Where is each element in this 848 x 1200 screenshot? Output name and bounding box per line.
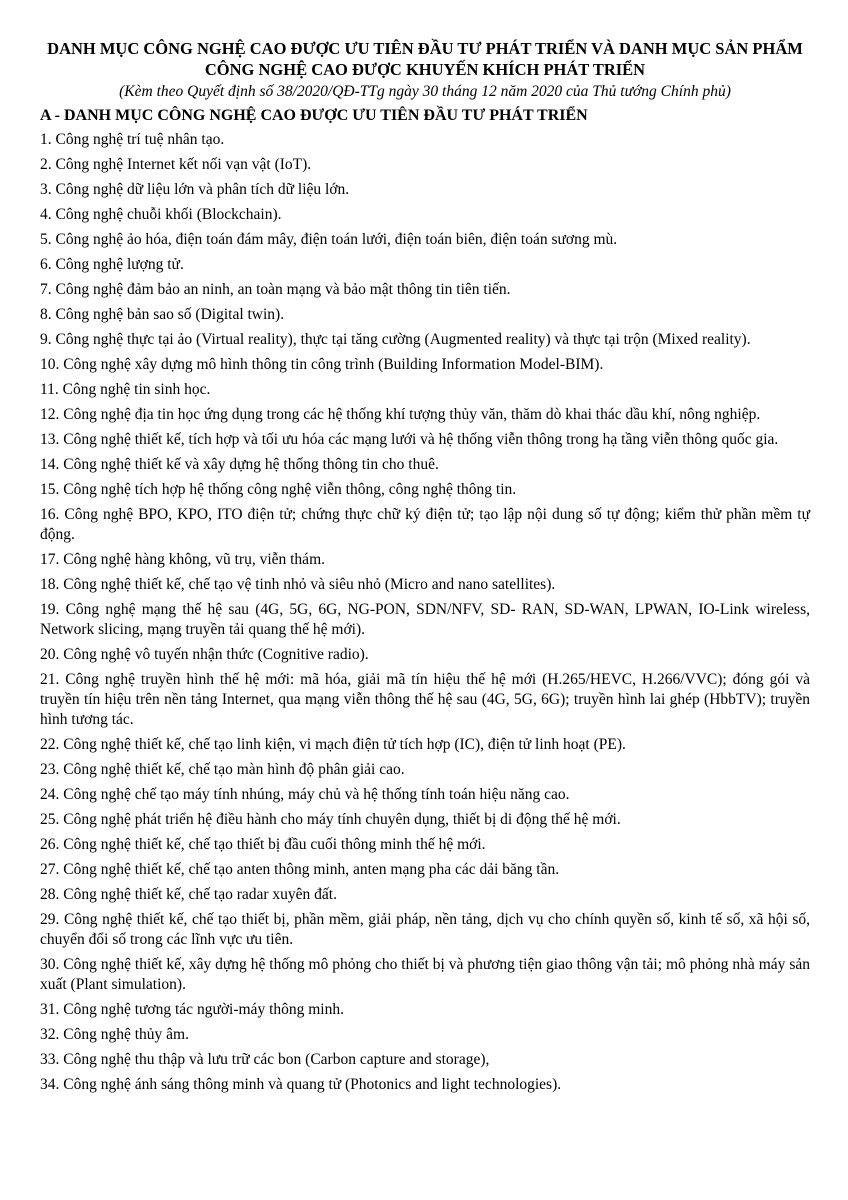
list-item: 25. Công nghệ phát triển hệ điều hành cho máy tính chuyên dụng, thiết bị di động thế hệ mới.: [40, 811, 621, 828]
list-item: 6. Công nghệ lượng tử.: [40, 256, 184, 273]
list-item: 3. Công nghệ dữ liệu lớn và phân tích dữ liệu lớn.: [40, 181, 350, 198]
list-item: 20. Công nghệ vô tuyến nhận thức (Cognitive radio).: [40, 646, 369, 663]
list-item: 9. Công nghệ thực tại ảo (Virtual reality), thực tại tăng cường (Augmented reality) và thực tại trộn (Mixed reality).: [40, 331, 751, 348]
list-item: 2. Công nghệ Internet kết nối vạn vật (IoT).: [40, 156, 312, 173]
list-item: 21. Công nghệ truyền hình thế hệ mới: mã hóa, giải mã tín hiệu thế hệ mới (H.265/HEVC, H.266/VVC); đóng gói và truyền tín hiệu trên nền tảng Internet, qua mạng viễn thông thế hệ sau (4G, 5G, 6G); truyền hình lai ghép (HbbTV); truyền hình tương tác.: [40, 671, 810, 728]
list-item: 22. Công nghệ thiết kế, chế tạo linh kiện, vi mạch điện tử tích hợp (IC), điện tử linh hoạt (PE).: [40, 736, 626, 753]
technology-list: [40, 130, 810, 1095]
list-item: 10. Công nghệ xây dựng mô hình thông tin công trình (Building Information Model-BIM).: [40, 356, 604, 373]
list-item: 19. Công nghệ mạng thế hệ sau (4G, 5G, 6G, NG-PON, SDN/NFV, SD- RAN, SD-WAN, LPWAN, IO-Link wireless, Network slicing, mạng truyền tải quang thế hệ mới).: [40, 601, 810, 638]
list-item: 15. Công nghệ tích hợp hệ thống công nghệ viễn thông, công nghệ thông tin.: [40, 481, 517, 498]
list-item: 13. Công nghệ thiết kế, tích hợp và tối ưu hóa các mạng lưới và hệ thống viễn thông trong hạ tầng viễn thông quốc gia.: [40, 431, 779, 448]
list-item: 24. Công nghệ chế tạo máy tính nhúng, máy chủ và hệ thống tính toán hiệu năng cao.: [40, 786, 570, 803]
list-item: 29. Công nghệ thiết kế, chế tạo thiết bị, phần mềm, giải pháp, nền tảng, dịch vụ cho chính quyền số, kinh tế số, xã hội số, chuyển đổi số trong các lĩnh vực ưu tiên.: [40, 911, 810, 948]
list-item: 34. Công nghệ ánh sáng thông minh và quang tử (Photonics and light technologies).: [40, 1076, 562, 1093]
list-item: 12. Công nghệ địa tin học ứng dụng trong các hệ thống khí tượng thủy văn, thăm dò khai thác dầu khí, nông nghiệp.: [40, 406, 761, 423]
document-subtitle: (Kèm theo Quyết định số 38/2020/QĐ-TTg ngày 30 tháng 12 năm 2020 của Thủ tướng Chính phủ): [119, 83, 731, 100]
list-item: 14. Công nghệ thiết kế và xây dựng hệ thống thông tin cho thuê.: [40, 456, 439, 473]
list-item: 27. Công nghệ thiết kế, chế tạo anten thông minh, anten mạng pha các dải băng tần.: [40, 861, 560, 878]
list-item: 4. Công nghệ chuỗi khối (Blockchain).: [40, 206, 282, 223]
list-item: 28. Công nghệ thiết kế, chế tạo radar xuyên đất.: [40, 886, 337, 903]
list-item: 18. Công nghệ thiết kế, chế tạo vệ tinh nhỏ và siêu nhỏ (Micro and nano satellites).: [40, 576, 556, 593]
list-item: 30. Công nghệ thiết kế, xây dựng hệ thống mô phỏng cho thiết bị và phương tiện giao thông vận tải; mô phỏng nhà máy sản xuất (Plant simulation).: [40, 956, 810, 993]
list-item: 31. Công nghệ tương tác người-máy thông minh.: [40, 1001, 344, 1018]
list-item: 7. Công nghệ đảm bảo an ninh, an toàn mạng và bảo mật thông tin tiên tiến.: [40, 281, 511, 298]
list-item: 16. Công nghệ BPO, KPO, ITO điện tử; chứng thực chữ ký điện tử; tạo lập nội dung số tự động; kiểm thử phần mềm tự động.: [40, 506, 810, 543]
list-item: 11. Công nghệ tin sinh học.: [40, 381, 211, 398]
document-title: DANH MỤC CÔNG NGHỆ CAO ĐƯỢC ƯU TIÊN ĐẦU TƯ PHÁT TRIỂN VÀ DANH MỤC SẢN PHẨM CÔNG NGHỆ CAO ĐƯỢC KHUYẾN KHÍCH PHÁT TRIỂN: [47, 39, 803, 79]
list-item: 26. Công nghệ thiết kế, chế tạo thiết bị đầu cuối thông minh thế hệ mới.: [40, 836, 486, 853]
section-heading: A - DANH MỤC CÔNG NGHỆ CAO ĐƯỢC ƯU TIÊN ĐẦU TƯ PHÁT TRIỂN: [40, 107, 588, 124]
list-item: 1. Công nghệ trí tuệ nhân tạo.: [40, 131, 225, 148]
list-item: 33. Công nghệ thu thập và lưu trữ các bon (Carbon capture and storage),: [40, 1051, 490, 1068]
list-item: 32. Công nghệ thủy âm.: [40, 1026, 189, 1043]
list-item: 17. Công nghệ hàng không, vũ trụ, viễn thám.: [40, 551, 325, 568]
list-item: 8. Công nghệ bản sao số (Digital twin).: [40, 306, 285, 323]
list-item: 23. Công nghệ thiết kế, chế tạo màn hình độ phân giải cao.: [40, 761, 405, 778]
list-item: 5. Công nghệ ảo hóa, điện toán đám mây, điện toán lưới, điện toán biên, điện toán sương mù.: [40, 231, 618, 248]
